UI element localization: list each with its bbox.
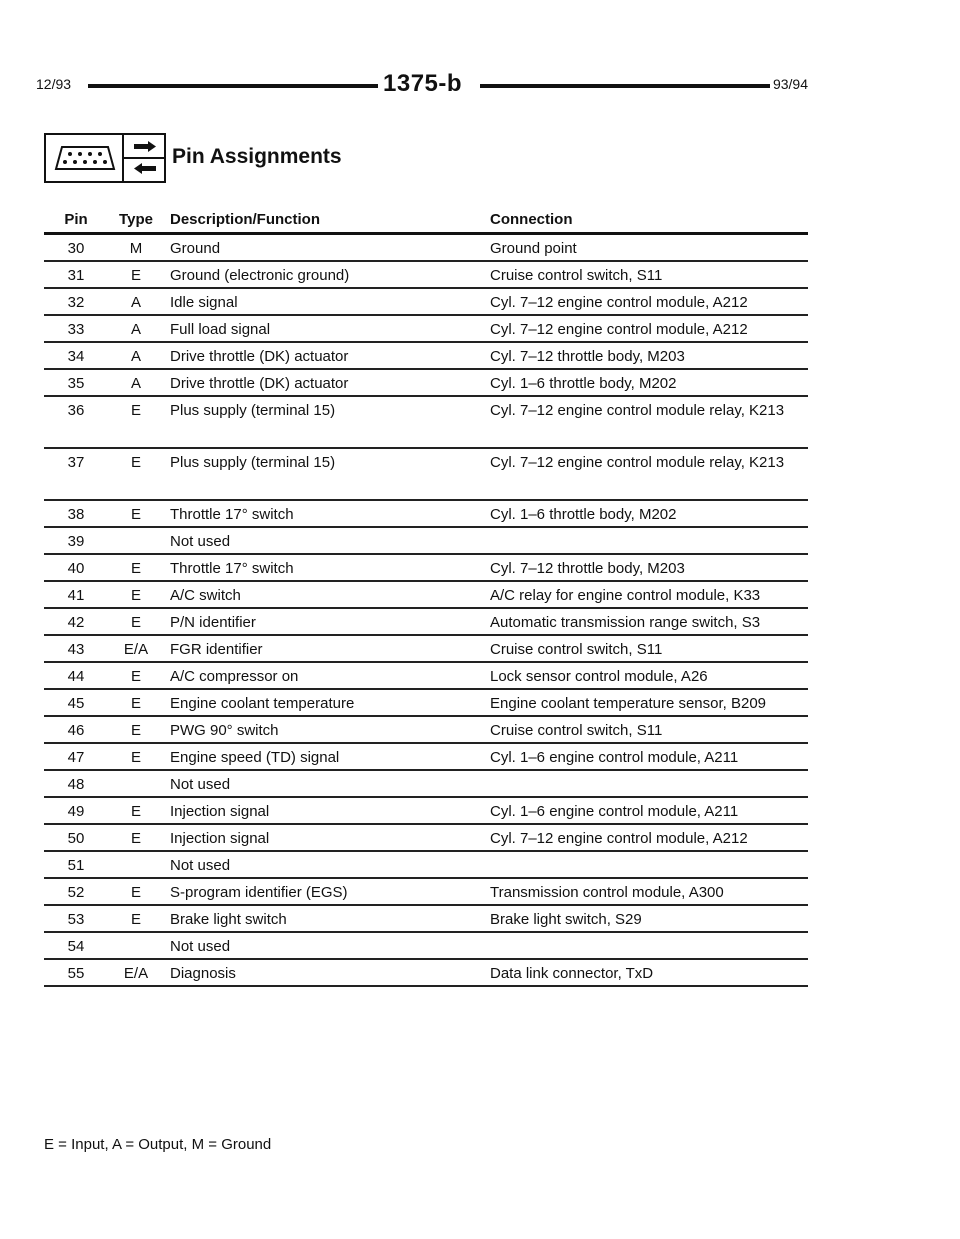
description-cell: Drive throttle (DK) actuator — [170, 348, 349, 365]
table-row — [44, 528, 808, 555]
description-cell: Brake light switch — [170, 911, 287, 928]
pin-cell: 39 — [67, 533, 85, 550]
table-header-row — [44, 209, 808, 235]
type-cell: E — [130, 722, 141, 739]
pin-cell: 36 — [67, 402, 85, 419]
table-row — [44, 397, 808, 449]
type-cell: A — [130, 348, 141, 365]
connection-cell: A/C relay for engine control module, K33 — [490, 587, 761, 604]
description-cell: Not used — [170, 533, 231, 550]
table-row — [44, 798, 808, 825]
pin-cell: 47 — [67, 749, 85, 766]
table-row — [44, 690, 808, 717]
description-cell: Engine coolant temperature — [170, 695, 355, 712]
description-cell: Plus supply (terminal 15) — [170, 402, 336, 419]
description-cell: Not used — [170, 776, 231, 793]
type-cell: E/A — [123, 965, 149, 982]
table-row — [44, 636, 808, 663]
table-row — [44, 771, 808, 798]
table-row — [44, 582, 808, 609]
header-rule-left — [88, 84, 378, 88]
icon-box — [44, 133, 166, 183]
header-date-right: 93/94 — [772, 76, 808, 92]
table-row — [44, 933, 808, 960]
connection-cell: Cyl. 1–6 throttle body, M202 — [490, 375, 677, 392]
connection-cell: Cyl. 1–6 throttle body, M202 — [490, 506, 677, 523]
connection-cell: Cyl. 7–12 engine control module, A212 — [490, 830, 748, 847]
description-cell: Idle signal — [170, 294, 238, 311]
page-header — [36, 70, 808, 97]
pin-cell: 52 — [67, 884, 85, 901]
connection-cell: Cruise control switch, S11 — [490, 267, 663, 284]
table-row — [44, 825, 808, 852]
type-cell: E — [130, 884, 141, 901]
type-cell: E — [130, 454, 141, 471]
pin-cell: 30 — [67, 240, 85, 257]
header-date-left: 12/93 — [36, 76, 72, 92]
description-cell: Not used — [170, 857, 231, 874]
connection-cell: Cyl. 1–6 engine control module, A211 — [490, 803, 739, 820]
description-cell: Engine speed (TD) signal — [170, 749, 340, 766]
type-cell: A — [130, 321, 141, 338]
pin-cell: 45 — [67, 695, 85, 712]
type-cell: M — [129, 240, 143, 257]
type-cell: A — [130, 375, 141, 392]
table-row — [44, 663, 808, 690]
description-cell: Injection signal — [170, 830, 270, 847]
type-cell: A — [130, 294, 141, 311]
connection-cell: Cyl. 7–12 engine control module relay, K213 — [490, 402, 785, 419]
type-cell: E — [130, 267, 141, 284]
pin-cell: 55 — [67, 965, 85, 982]
pin-cell: 33 — [67, 321, 85, 338]
pin-cell: 31 — [67, 267, 85, 284]
header-rule-right — [480, 84, 770, 88]
description-cell: PWG 90° switch — [170, 722, 279, 739]
table-row — [44, 852, 808, 879]
table-row — [44, 370, 808, 397]
pin-cell: 51 — [67, 857, 85, 874]
pin-cell: 34 — [67, 348, 85, 365]
pin-cell: 49 — [67, 803, 85, 820]
type-cell: E — [130, 695, 141, 712]
connection-cell: Data link connector, TxD — [490, 965, 654, 982]
description-cell: Ground — [170, 240, 221, 257]
type-cell: E — [130, 402, 141, 419]
pin-cell: 35 — [67, 375, 85, 392]
column-header-type: Type — [119, 211, 153, 228]
input-output-icon — [130, 138, 160, 178]
connection-cell: Cruise control switch, S11 — [490, 722, 663, 739]
description-cell: Diagnosis — [170, 965, 236, 982]
table-row — [44, 555, 808, 582]
table-body — [44, 235, 808, 987]
table-row — [44, 744, 808, 771]
type-cell: E — [130, 506, 141, 523]
type-cell: E — [130, 614, 141, 631]
table-row — [44, 343, 808, 370]
table-row — [44, 449, 808, 501]
type-cell: E — [130, 911, 141, 928]
pin-cell: 46 — [67, 722, 85, 739]
connection-cell: Transmission control module, A300 — [490, 884, 724, 901]
table-row — [44, 316, 808, 343]
connection-cell: Cruise control switch, S11 — [490, 641, 663, 658]
description-cell: Drive throttle (DK) actuator — [170, 375, 349, 392]
type-cell: E — [130, 749, 141, 766]
column-header-description: Description/Function — [170, 211, 320, 228]
type-cell: E/A — [123, 641, 149, 658]
table-row — [44, 906, 808, 933]
table-row — [44, 717, 808, 744]
pin-cell: 32 — [67, 294, 85, 311]
connection-cell: Cyl. 7–12 throttle body, M203 — [490, 560, 685, 577]
table-row — [44, 235, 808, 262]
page-number: 1375-b — [383, 70, 463, 97]
pin-cell: 53 — [67, 911, 85, 928]
type-cell: E — [130, 668, 141, 685]
description-cell: Ground (electronic ground) — [170, 267, 350, 284]
description-cell: FGR identifier — [170, 641, 263, 658]
pin-cell: 38 — [67, 506, 85, 523]
connection-cell: Cyl. 7–12 engine control module relay, K213 — [490, 454, 785, 471]
description-cell: A/C switch — [170, 587, 241, 604]
description-cell: Plus supply (terminal 15) — [170, 454, 336, 471]
pin-cell: 41 — [67, 587, 85, 604]
column-header-connection: Connection — [490, 211, 573, 228]
table-row — [44, 501, 808, 528]
column-header-pin: Pin — [64, 211, 88, 228]
connection-cell: Engine coolant temperature sensor, B209 — [490, 695, 767, 712]
type-cell: E — [130, 803, 141, 820]
description-cell: Injection signal — [170, 803, 270, 820]
table-row — [44, 262, 808, 289]
type-cell: E — [130, 560, 141, 577]
description-cell: Throttle 17° switch — [170, 506, 294, 523]
description-cell: Full load signal — [170, 321, 271, 338]
pin-cell: 42 — [67, 614, 85, 631]
table-row — [44, 289, 808, 316]
pin-cell: 37 — [67, 454, 85, 471]
connection-cell: Ground point — [490, 240, 577, 257]
connection-cell: Lock sensor control module, A26 — [490, 668, 708, 685]
connection-cell: Cyl. 7–12 engine control module, A212 — [490, 321, 748, 338]
type-cell: E — [130, 587, 141, 604]
description-cell: Throttle 17° switch — [170, 560, 294, 577]
type-legend: E = Input, A = Output, M = Ground — [44, 1136, 272, 1153]
pin-cell: 54 — [67, 938, 85, 955]
description-cell: P/N identifier — [170, 614, 256, 631]
pin-assignment-table — [44, 209, 808, 987]
connection-cell: Brake light switch, S29 — [490, 911, 642, 928]
pin-cell: 44 — [67, 668, 85, 685]
pin-cell: 40 — [67, 560, 85, 577]
connection-cell: Cyl. 7–12 engine control module, A212 — [490, 294, 748, 311]
description-cell: A/C compressor on — [170, 668, 299, 685]
table-row — [44, 960, 808, 987]
table-row — [44, 609, 808, 636]
description-cell: S-program identifier (EGS) — [170, 884, 348, 901]
description-cell: Not used — [170, 938, 231, 955]
table-row — [44, 879, 808, 906]
pin-cell: 50 — [67, 830, 85, 847]
connector-icon — [54, 145, 116, 171]
page-title: Pin Assignments — [172, 145, 342, 168]
pin-cell: 43 — [67, 641, 85, 658]
connection-cell: Cyl. 7–12 throttle body, M203 — [490, 348, 685, 365]
pin-cell: 48 — [67, 776, 85, 793]
type-cell: E — [130, 830, 141, 847]
connection-cell: Cyl. 1–6 engine control module, A211 — [490, 749, 739, 766]
connection-cell: Automatic transmission range switch, S3 — [490, 614, 761, 631]
